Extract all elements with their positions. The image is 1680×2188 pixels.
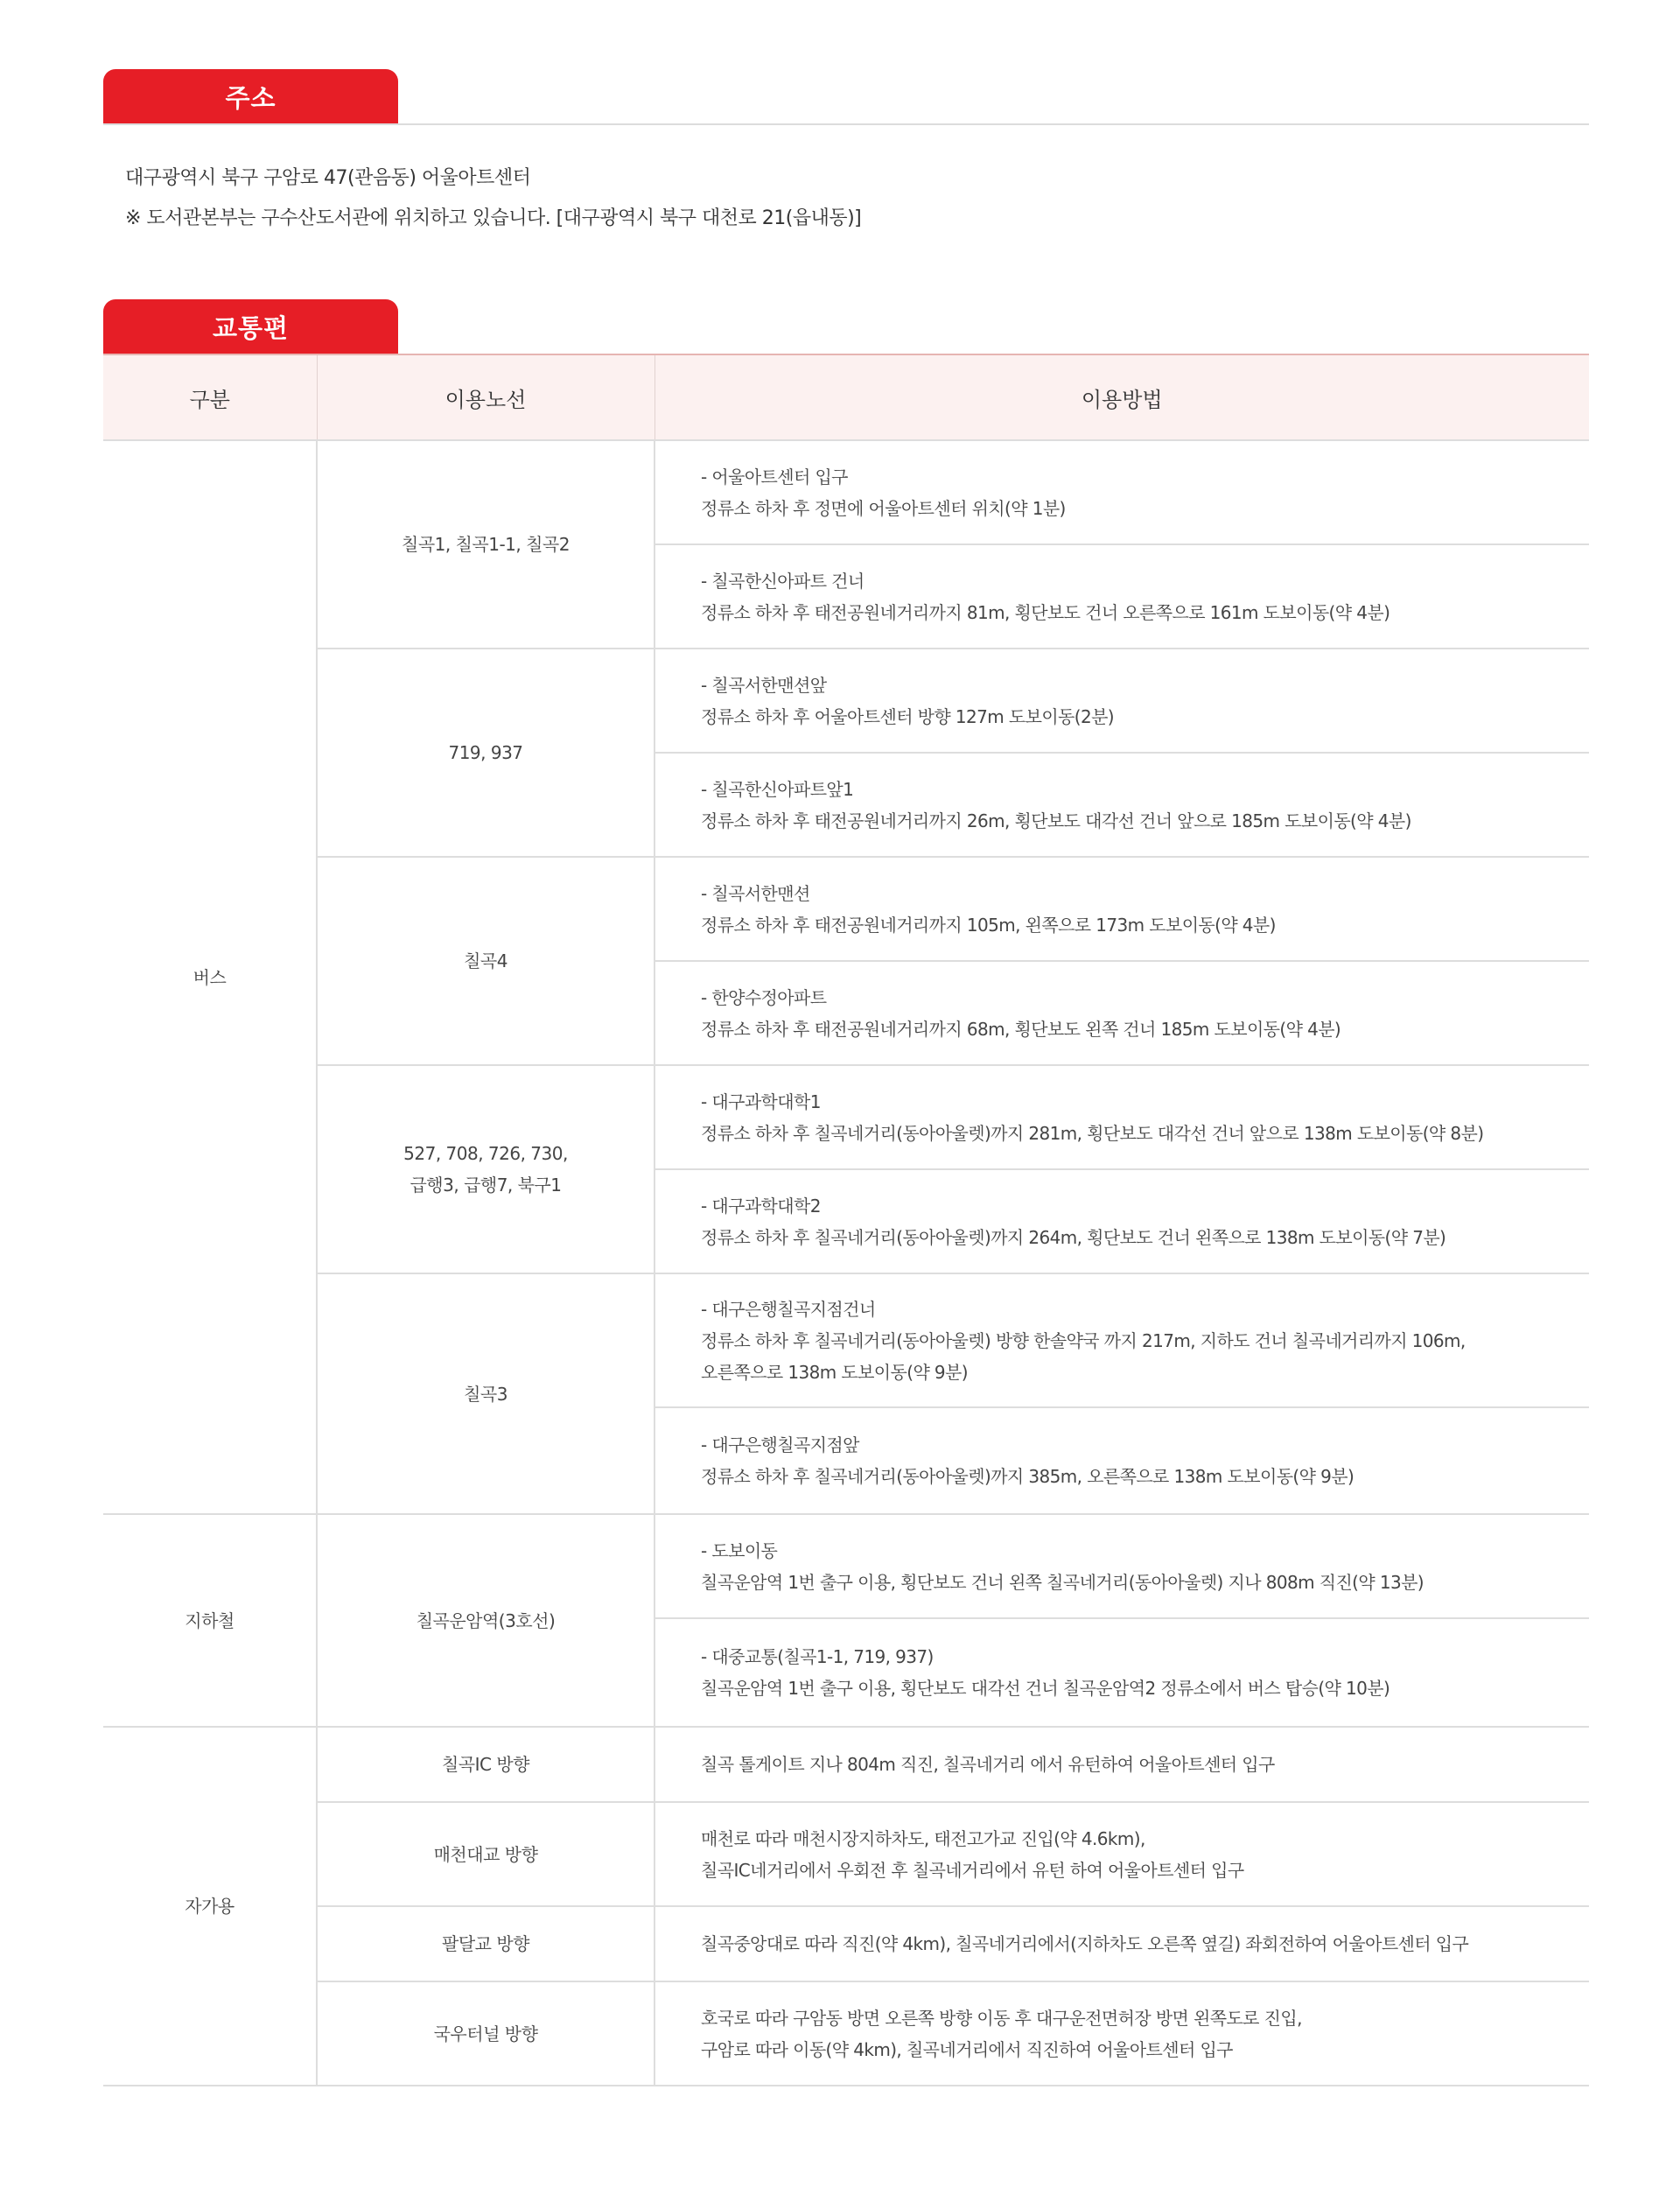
stop-name: - 한양수정아파트 [701, 986, 827, 1008]
route-cell: 719, 937 [317, 649, 654, 857]
stop-directions: 정류소 하차 후 태전공원네거리까지 68m, 횡단보도 왼쪽 건너 185m 도보이동(약 4분) [701, 1018, 1341, 1040]
address-divider [103, 123, 1589, 125]
route-cell [317, 1065, 654, 1273]
stop-name: - 칠곡한신아파트앞1 [701, 778, 854, 800]
route-cell: 칠곡4 [317, 857, 654, 1065]
header-route: 이용노선 [317, 354, 654, 440]
table-row [103, 1514, 1589, 1618]
stop-name: - 어울아트센터 입구 [701, 466, 848, 487]
stop-name: - 대중교통(칠곡1-1, 719, 937) [701, 1646, 934, 1667]
route-cell: 칠곡1, 칠곡1-1, 칠곡2 [317, 440, 654, 649]
table-row [103, 1273, 1589, 1407]
route-cell: 국우터널 방향 [317, 1981, 654, 2086]
stop-name: - 칠곡한신아파트 건너 [701, 570, 864, 592]
route-cell: 팔달교 방향 [317, 1906, 654, 1981]
drive-directions: 구암로 따라 이동(약 4km), 칠곡네거리에서 직진하여 어울아트센터 입구 [701, 2038, 1233, 2060]
stop-directions: 정류소 하차 후 태전공원네거리까지 105m, 왼쪽으로 173m 도보이동(약 4분) [701, 914, 1276, 936]
stop-directions: 정류소 하차 후 칠곡네거리(동아아울렛)까지 385m, 오른쪽으로 138m 도보이동(약 9분) [701, 1466, 1354, 1487]
drive-directions: 칠곡IC네거리에서 우회전 후 칠곡네거리에서 유턴 하여 어울아트센터 입구 [701, 1859, 1244, 1881]
drive-directions: 매천로 따라 매천시장지하차도, 태전고가교 진입(약 4.6km), [701, 1827, 1145, 1849]
route-line: 급행3, 급행7, 북구1 [410, 1175, 562, 1196]
route-cell: 칠곡3 [317, 1273, 654, 1514]
method-cell [654, 1065, 1589, 1169]
method-cell [654, 961, 1589, 1065]
route-cell: 매천대교 방향 [317, 1802, 654, 1906]
method-cell [654, 1618, 1589, 1727]
stop-directions: 칠곡운암역 1번 출구 이용, 횡단보도 건너 왼쪽 칠곡네거리(동아아울렛) 지나 808m 직진(약 13분) [701, 1571, 1424, 1593]
table-row [103, 1802, 1589, 1906]
route-cell: 칠곡운암역(3호선) [317, 1514, 654, 1727]
category-car: 자가용 [103, 1727, 317, 2086]
stop-name: - 칠곡서한맨션앞 [701, 674, 827, 696]
table-row [103, 1906, 1589, 1981]
library-hq-note: ※ 도서관본부는 구수산도서관에 위치하고 있습니다. [대구광역시 북구 대천로 21(읍내동)] [125, 207, 862, 229]
header-method: 이용방법 [654, 354, 1589, 440]
address-text: 대구광역시 북구 구암로 47(관음동) 어울아트센터 [125, 167, 531, 189]
table-header-row [103, 354, 1589, 440]
transit-table [103, 354, 1589, 2086]
stop-directions: 정류소 하차 후 태전공원네거리까지 26m, 횡단보도 대각선 건너 앞으로 185m 도보이동(약 4분) [701, 810, 1411, 831]
stop-directions: 정류소 하차 후 칠곡네거리(동아아울렛)까지 281m, 횡단보도 대각선 건너 앞으로 138m 도보이동(약 8분) [701, 1122, 1484, 1144]
stop-name: - 대구은행칠곡지점앞 [701, 1434, 859, 1455]
method-cell [654, 753, 1589, 857]
table-row [103, 1981, 1589, 2086]
table-row [103, 1727, 1589, 1802]
category-subway: 지하철 [103, 1514, 317, 1727]
stop-directions: 정류소 하차 후 어울아트센터 방향 127m 도보이동(2분) [701, 705, 1115, 727]
transit-tab: 교통편 [103, 299, 398, 354]
method-cell [654, 1169, 1589, 1273]
method-cell [654, 1514, 1589, 1618]
drive-directions: 호국로 따라 구암동 방면 오른쪽 방향 이동 후 대구운전면허장 방면 왼쪽도로 진입, [701, 2007, 1302, 2029]
method-cell [654, 1407, 1589, 1514]
stop-directions: 정류소 하차 후 칠곡네거리(동아아울렛) 방향 한솔약국 까지 217m, 지하도 건너 칠곡네거리까지 106m, [701, 1329, 1466, 1351]
method-cell [654, 440, 1589, 544]
method-cell [654, 544, 1589, 649]
stop-directions: 정류소 하차 후 정면에 어울아트센터 위치(약 1분) [701, 497, 1066, 519]
method-cell [654, 1981, 1589, 2086]
drive-directions: 칠곡중앙대로 따라 직진(약 4km), 칠곡네거리에서(지하차도 오른쪽 옆길) 좌회전하여 어울아트센터 입구 [701, 1933, 1469, 1954]
category-bus: 버스 [103, 440, 317, 1514]
stop-directions: 정류소 하차 후 칠곡네거리(동아아울렛)까지 264m, 횡단보도 건너 왼쪽으로 138m 도보이동(약 7분) [701, 1226, 1446, 1248]
stop-directions: 오른쪽으로 138m 도보이동(약 9분) [701, 1361, 968, 1383]
method-cell [654, 1727, 1589, 1802]
table-row [103, 440, 1589, 544]
drive-directions: 칠곡 톨게이트 지나 804m 직진, 칠곡네거리 에서 유턴하여 어울아트센터 입구 [701, 1754, 1275, 1775]
stop-name: - 도보이동 [701, 1539, 778, 1561]
method-cell [654, 1802, 1589, 1906]
method-cell [654, 649, 1589, 753]
table-row [103, 857, 1589, 961]
route-line: 527, 708, 726, 730, [403, 1143, 568, 1164]
address-tab: 주소 [103, 69, 398, 123]
method-cell [654, 1906, 1589, 1981]
stop-name: - 대구과학대학1 [701, 1090, 821, 1112]
header-category: 구분 [103, 354, 317, 440]
stop-name: - 대구과학대학2 [701, 1195, 821, 1217]
stop-directions: 칠곡운암역 1번 출구 이용, 횡단보도 대각선 건너 칠곡운암역2 정류소에서 버스 탑승(약 10분) [701, 1678, 1390, 1699]
table-row [103, 649, 1589, 753]
stop-name: - 칠곡서한맨션 [701, 882, 810, 904]
method-cell [654, 857, 1589, 961]
stop-directions: 정류소 하차 후 태전공원네거리까지 81m, 횡단보도 건너 오른쪽으로 161m 도보이동(약 4분) [701, 601, 1390, 623]
route-cell: 칠곡IC 방향 [317, 1727, 654, 1802]
table-row [103, 1065, 1589, 1169]
stop-name: - 대구은행칠곡지점건너 [701, 1298, 876, 1320]
method-cell [654, 1273, 1589, 1407]
